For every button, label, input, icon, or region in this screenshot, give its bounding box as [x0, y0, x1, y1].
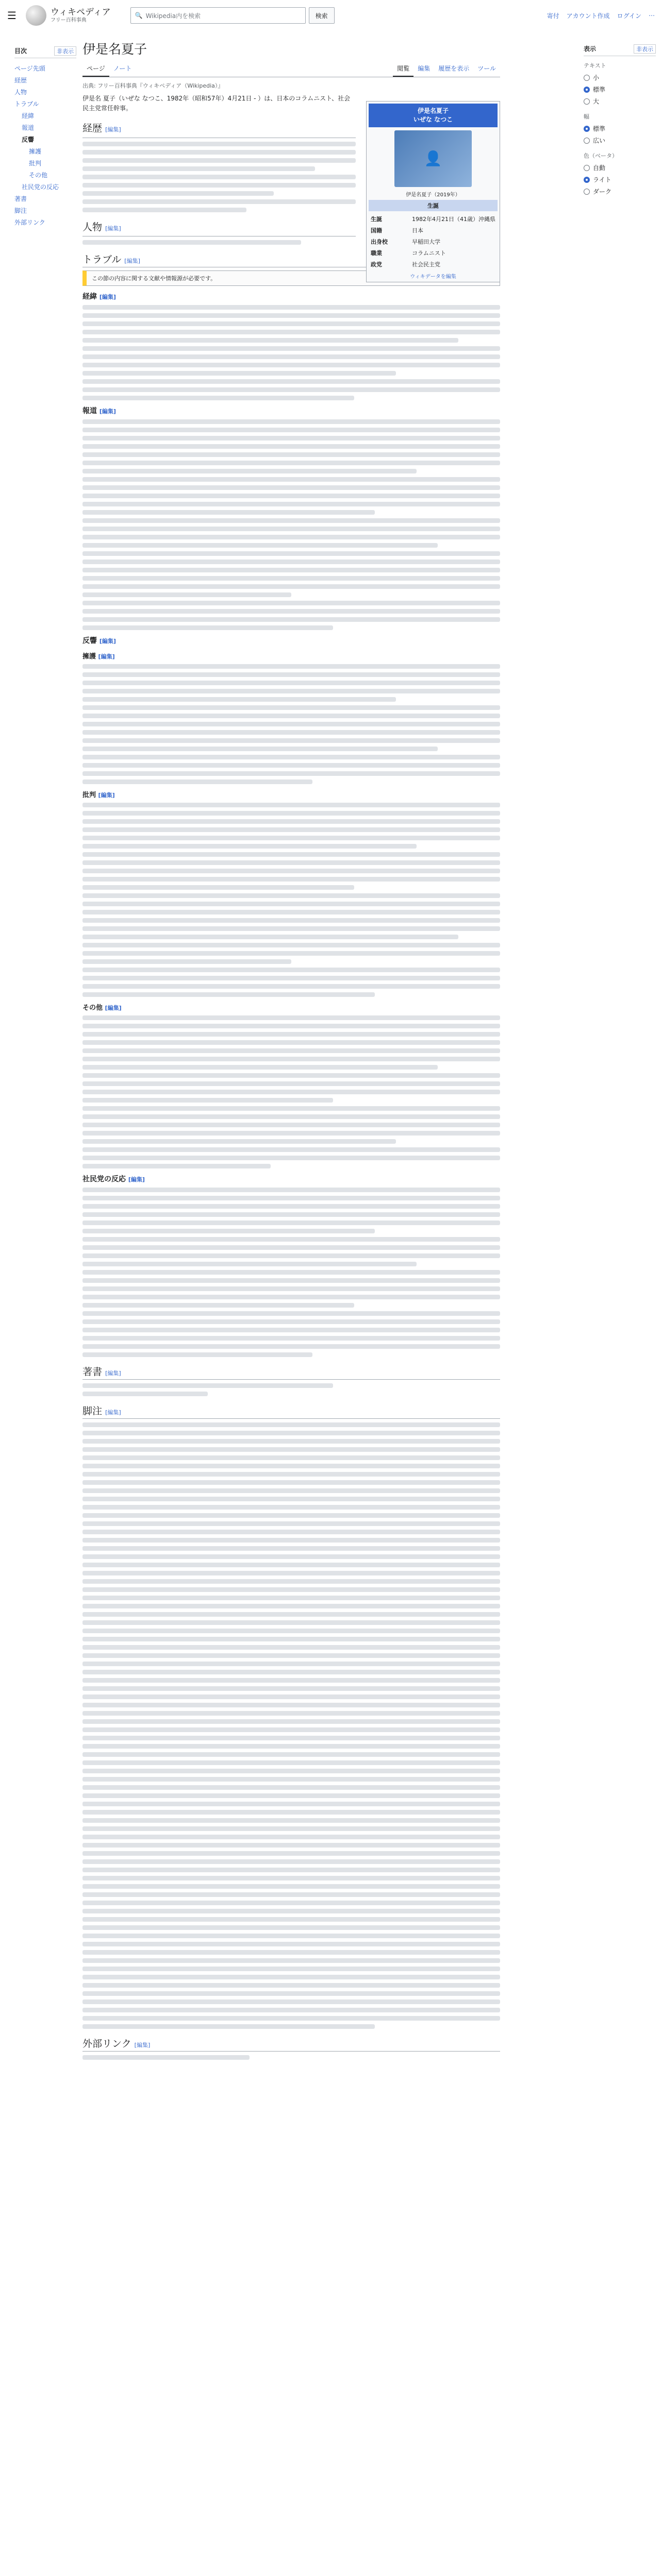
section-support: 擁護 [編集]: [82, 653, 115, 661]
edit-link[interactable]: [編集]: [128, 1176, 145, 1183]
appearance-panel: [584, 44, 656, 197]
tab-read[interactable]: 閲覧: [393, 61, 413, 77]
sdp-reaction-text: [82, 1188, 500, 1357]
lead-paragraph: 伊是名 夏子（いぜな なつこ、1982年（昭和57年）4月21日 - ）は、日本のコラムニスト、社会民主党常任幹事。: [82, 95, 351, 112]
toc-item[interactable]: 社民党の反応: [22, 183, 59, 191]
appearance-title: 表示: [584, 45, 597, 53]
edit-link[interactable]: [編集]: [99, 638, 116, 645]
tab-talk[interactable]: ノート: [113, 65, 132, 72]
infobox-row: 生誕 1982年4月21日（41歳）沖縄県: [371, 215, 495, 223]
article-content: [82, 39, 500, 2063]
text-size-option[interactable]: 大: [584, 95, 656, 107]
edit-link[interactable]: [編集]: [105, 126, 121, 133]
toc-item[interactable]: 擁護: [29, 148, 42, 155]
logo-title: ウィキペディア: [51, 7, 111, 18]
toc-header: [14, 46, 76, 58]
toc-item[interactable]: 反響: [22, 136, 35, 143]
infobox-subheader: 生誕: [369, 200, 498, 211]
section-notes: 脚注 [編集]: [82, 1403, 500, 1419]
section-trouble: トラブル [編集]: [82, 252, 500, 267]
toc-item[interactable]: 批判: [29, 160, 42, 167]
create-account-link[interactable]: アカウント作成: [566, 12, 610, 20]
toc-hide-button[interactable]: 非表示: [54, 46, 76, 56]
wikipedia-logo[interactable]: [26, 5, 46, 26]
appearance-hide-button[interactable]: 非表示: [634, 44, 656, 54]
main-menu-icon[interactable]: ☰: [7, 9, 16, 22]
search-input[interactable]: [130, 7, 306, 24]
section-books: 著書 [編集]: [82, 1364, 500, 1380]
text-size-option[interactable]: 小: [584, 72, 656, 83]
edit-link[interactable]: [編集]: [98, 792, 115, 799]
section-background: 経緯 [編集]: [82, 293, 116, 301]
width-option[interactable]: 広い: [584, 134, 656, 146]
toc-item[interactable]: 経緯: [22, 112, 35, 120]
color-title: 色（ベータ）: [584, 152, 618, 159]
login-link[interactable]: ログイン: [617, 12, 641, 20]
toc-item[interactable]: その他: [29, 172, 48, 179]
toc-item[interactable]: 著書: [14, 195, 27, 202]
toc-item[interactable]: 経歴: [14, 77, 27, 84]
tab-tools[interactable]: ツール: [477, 65, 496, 72]
support-text: [82, 664, 500, 784]
edit-link[interactable]: [編集]: [105, 1005, 122, 1012]
tab-history[interactable]: 履歴を表示: [438, 65, 470, 72]
external-links-list: [82, 2055, 500, 2060]
page-tabs: [82, 61, 500, 77]
citation-needed-notice: この節の内容に関する文献や情報源が必要です。: [82, 270, 500, 286]
logo-tagline: フリー百科事典: [51, 17, 87, 23]
section-sdp-reaction: 社民党の反応 [編集]: [82, 1175, 145, 1184]
edit-link[interactable]: [編集]: [124, 258, 140, 265]
toc-item[interactable]: 人物: [14, 89, 27, 96]
toc-title: 目次: [14, 47, 27, 55]
edit-link[interactable]: [編集]: [99, 294, 116, 301]
page-title: 伊是名夏子: [82, 42, 147, 57]
wikipedia-wordmark[interactable]: [51, 8, 111, 23]
appearance-header: [584, 44, 656, 56]
books-list: [82, 1383, 500, 1396]
background-text: [82, 305, 500, 400]
article-body-wide: [82, 252, 500, 2060]
toc-item[interactable]: 報道: [22, 124, 35, 131]
section-external-links: 外部リンク [編集]: [82, 2036, 500, 2052]
section-other: その他 [編集]: [82, 1004, 122, 1012]
toc-item[interactable]: 外部リンク: [14, 219, 45, 226]
color-option[interactable]: ライト: [584, 174, 656, 185]
infobox-row: 職業 コラムニスト: [371, 249, 446, 257]
toc-item[interactable]: ページ先頭: [14, 65, 45, 72]
search-button[interactable]: 検索: [309, 7, 335, 24]
donate-link[interactable]: 寄付: [547, 12, 559, 20]
person-text: [82, 240, 356, 245]
other-text: [82, 1015, 500, 1168]
tab-edit[interactable]: 編集: [418, 65, 431, 72]
section-career: 経歴 [編集]: [82, 121, 356, 138]
width-option[interactable]: 標準: [584, 123, 656, 134]
infobox: [366, 101, 500, 282]
infobox-caption: 伊是名夏子（2019年）: [406, 192, 460, 198]
article-body: [82, 94, 356, 245]
edit-wikidata-link[interactable]: ウィキデータを編集: [410, 274, 456, 280]
section-person: 人物 [編集]: [82, 219, 356, 236]
criticism-text: [82, 803, 500, 997]
search-placeholder: Wikipedia内を検索: [145, 12, 201, 20]
edit-link[interactable]: [編集]: [105, 225, 121, 232]
report-text: [82, 419, 500, 630]
edit-link[interactable]: [編集]: [99, 408, 116, 415]
career-text: [82, 142, 356, 212]
text-size-option[interactable]: 標準: [584, 83, 656, 95]
site-header: [0, 0, 662, 31]
source-line: 出典: フリー百科事典『ウィキペディア（Wikipedia）』: [82, 82, 224, 89]
color-option[interactable]: ダーク: [584, 185, 656, 197]
toc-item[interactable]: トラブル: [14, 100, 39, 108]
table-of-contents: [14, 46, 76, 228]
toc-item[interactable]: 脚注: [14, 207, 27, 214]
infobox-row: 政党 社会民主党: [371, 261, 440, 268]
text-size-title: テキスト: [584, 62, 606, 69]
person-image[interactable]: 👤: [394, 130, 472, 187]
section-report: 報道 [編集]: [82, 407, 116, 416]
section-reaction: 反響 [編集]: [82, 637, 116, 646]
search-icon: 🔍: [135, 12, 143, 19]
width-title: 幅: [584, 113, 589, 120]
section-criticism: 批判 [編集]: [82, 791, 115, 800]
infobox-row: 国籍 日本: [371, 227, 423, 234]
color-option[interactable]: 自動: [584, 162, 656, 174]
edit-link[interactable]: [編集]: [134, 2042, 151, 2049]
infobox-title: 伊是名夏子 いぜな なつこ: [369, 104, 498, 127]
edit-link[interactable]: [編集]: [105, 1370, 121, 1377]
edit-link[interactable]: [編集]: [105, 1409, 121, 1416]
infobox-row: 出身校 早稲田大学: [371, 238, 440, 245]
references-list: [82, 1422, 500, 2029]
more-options-icon[interactable]: ⋯: [649, 12, 655, 19]
edit-link[interactable]: [編集]: [98, 653, 115, 660]
tab-page[interactable]: ページ: [82, 61, 109, 77]
user-links: [547, 11, 655, 20]
